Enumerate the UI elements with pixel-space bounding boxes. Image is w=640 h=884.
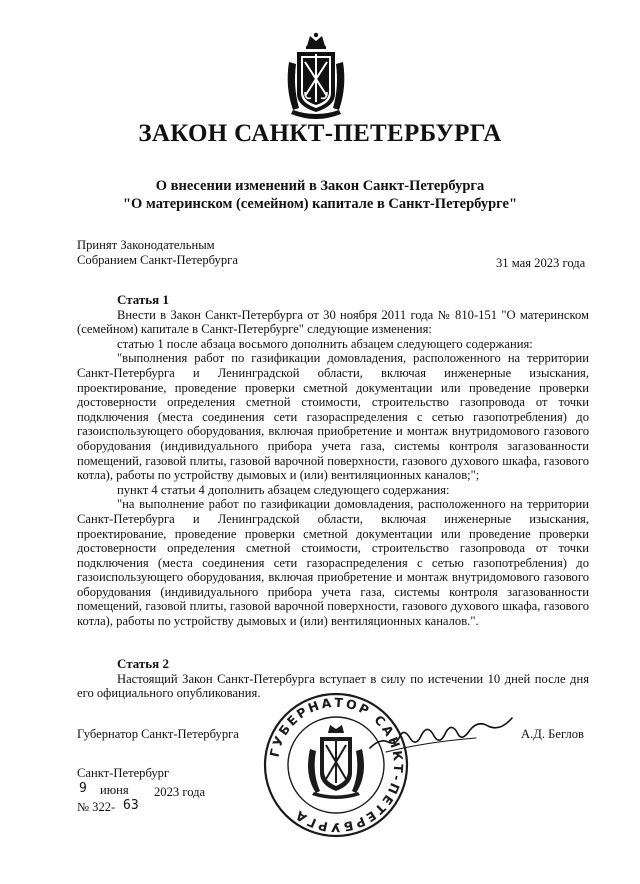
handwritten-signature-icon (366, 708, 518, 760)
law-subtitle-line2: "О материнском (семейном) капитале в Санкт-Петербурге" (122, 196, 518, 212)
article-1-item1-intro: статью 1 после абзаца восьмого дополнить абзацем следующего содержания: (117, 336, 533, 351)
signatory-position: Губернатор Санкт-Петербурга (77, 727, 239, 741)
article-1-heading: Статья 1 (117, 292, 169, 307)
law-number-suffix: 63 (123, 798, 139, 813)
place-of-signing: Санкт-Петербург (77, 766, 170, 780)
article-1-item1-text: "выполнения работ по газификации домовладения, расположенного на территории Санкт-Петербурга и Ленинградской области, включая инженерные изыскания, проектирование, проведение проверки сметной документации или проведение проверки достоверности определения сметной стоимости, строительство газопровода от точки подключения (места соединения сети газораспределения с сетью газопотребления) до газоиспользующего оборудования, включая приобретение и монтаж внутридомового газового оборудования (индивидуального прибора учета газа, системы контроля загазованности помещений, газовой плиты, газовой варочной поверхности, газового духового шкафа, газового котла), работы по устройству дымовых и (или) вентиляционных каналов;"; (77, 351, 589, 483)
article-1-item2-intro: пункт 4 статьи 4 дополнить абзацем следующего содержания: (117, 482, 450, 497)
article-1 (77, 293, 589, 629)
adoption-line1: Принят Законодательным (77, 238, 215, 252)
article-2-heading: Статья 2 (117, 656, 169, 671)
law-title: ЗАКОН САНКТ-ПЕТЕРБУРГА (138, 120, 502, 147)
article-2-text: Настоящий Закон Санкт-Петербурга вступает в силу по истечении 10 дней после дня его официального опубликования. (77, 671, 589, 701)
adoption-line2: Собранием Санкт-Петербурга (77, 253, 238, 267)
law-number-prefix: № 322- (77, 800, 116, 814)
signing-day: 9 (79, 781, 87, 796)
article-1-item2-text: "на выполнение работ по газификации домовладения, расположенного на территории Санкт-Петербурга и Ленинградской области, включая инженерные изыскания, проектирование, проведение проверки сметной документации или проведение проверки достоверности определения сметной стоимости, строительство газопровода от точки подключения (места соединения сети газораспределения с сетью газопотребления) до газоиспользующего оборудования, включая приобретение и монтаж внутридомового газового оборудования (индивидуального прибора учета газа, системы контроля загазованности помещений, газовой плиты, газовой варочной поверхности, газового духового шкафа, газового котла), работы по устройству дымовых и (или) вентиляционных каналов.". (77, 497, 589, 629)
coat-of-arms-icon (283, 32, 349, 124)
signing-year: 2023 года (154, 785, 206, 799)
signatory-name: А.Д. Беглов (521, 727, 585, 741)
signing-month: июня (100, 783, 129, 797)
law-subtitle-line1: О внесении изменений в Закон Санкт-Петербурга (155, 178, 485, 194)
article-1-intro: Внести в Закон Санкт-Петербурга от 30 ноября 2011 года № 810-151 "О материнском (семейном) капитале в Санкт-Петербурге" следующие изменения: (77, 307, 589, 337)
svg-text:ГУБЕРНАТОР САНКТ-ПЕТЕРБУРГА: ГУБЕРНАТОР САНКТ-ПЕТЕРБУРГА (266, 694, 407, 836)
adoption-date: 31 мая 2023 года (496, 256, 586, 270)
